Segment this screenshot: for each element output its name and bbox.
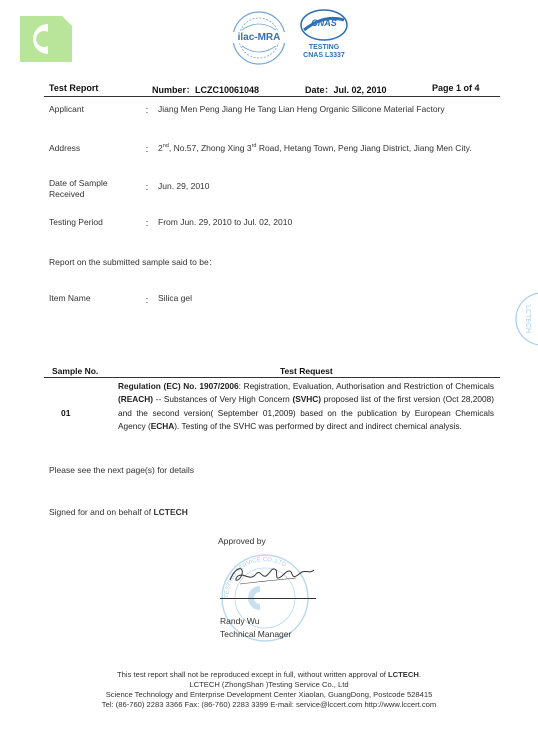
date-sample-colon: ： [145, 182, 154, 192]
req-part-2-bold: (REACH) [118, 394, 154, 405]
test-report-title: Test Report [49, 83, 99, 93]
signature-line [220, 598, 316, 599]
watermark-text: LCTECH [524, 304, 531, 334]
ilac-label: ilac-MRA [228, 32, 290, 43]
testing-period-label: Testing Period [49, 217, 103, 227]
req-part-1-bold: Regulation (EC) No. 1907/2006 [118, 381, 239, 391]
sample-no-value: 01 [61, 408, 71, 418]
test-request-header: Test Request [280, 366, 333, 376]
req-part-2: -- Substances of Very High Concern [153, 394, 293, 405]
address-part-2: , No.57, Zhong Xing 3 [168, 143, 252, 153]
test-request-text [118, 380, 494, 434]
date-sample-label [49, 178, 108, 200]
report-on-text: Report on the submitted sample said to be： [49, 257, 218, 267]
cnas-number: CNAS L3337 [303, 52, 345, 59]
approved-by-label: Approved by [218, 536, 266, 546]
date-sample-label-line1: Date of Sample [49, 178, 108, 188]
lctech-logo [18, 12, 74, 64]
footer-notice-suffix: . [418, 670, 421, 679]
applicant-value: Jiang Men Peng Jiang He Tang Lian Heng Organic Silicone Material Factory [158, 104, 445, 114]
address-label: Address [49, 143, 81, 153]
ilac-mra-logo [228, 8, 290, 68]
req-part-4-bold: ECHA [150, 421, 175, 432]
signed-for [49, 507, 188, 517]
table-divider [44, 377, 500, 378]
signed-company: LCTECH [153, 507, 188, 517]
page-indicator: Page 1 of 4 [432, 83, 480, 93]
report-date: Date：Jul. 02, 2010 [305, 85, 387, 95]
address-colon: ： [145, 144, 154, 154]
item-name-label: Item Name [49, 293, 91, 303]
watermark-icon [512, 288, 538, 350]
stamp-text: TESTING SERVICE CO.,LTD [223, 556, 287, 599]
date-sample-value: Jun. 29, 2010 [158, 181, 210, 191]
footer-contact: Tel: (86-760) 2283 3366 Fax: (86-760) 2283 3399 E-mail: service@lccert.com http://www.lccert.com [101, 700, 437, 709]
footer-address: Science Technology and Enterprise Development Center Xiaolan, GuangDong, Postcode 528415 [105, 690, 433, 699]
testing-period-value: From Jun. 29, 2010 to Jul. 02, 2010 [158, 217, 293, 227]
footer-notice-company: LCTECH [388, 670, 419, 679]
signer-name: Randy Wu [220, 616, 260, 626]
report-number: Number：LCZC10061048 [152, 85, 260, 95]
applicant-colon: ： [145, 105, 154, 115]
footer-notice-prefix: This test report shall not be reproduced except in full, without written approval of [117, 670, 389, 679]
cnas-label: CNAS [311, 18, 337, 28]
testing-period-colon: ： [145, 218, 154, 228]
address-value [158, 143, 472, 153]
footer-notice [0, 670, 538, 681]
address-sup-2: rd [251, 143, 257, 150]
address-part-3: Road, Hetang Town, Peng Jiang District, Jiang Men City. [256, 143, 472, 153]
item-name-value: Silica gel [158, 293, 193, 303]
footer-company: LCTECH (ZhongShan )Testing Service Co., Ltd [189, 680, 349, 689]
see-next-pages: Please see the next page(s) for details [49, 465, 195, 475]
header-divider [44, 96, 500, 97]
signature-icon [226, 560, 318, 590]
req-part-3: proposed list of the first version (Oct 28,2008) and the second version( September 01,2009) based on the publication by European Chemicals Agency ( [118, 394, 494, 432]
cnas-testing: TESTING [308, 44, 340, 51]
address-part-1: 2 [158, 143, 163, 153]
sample-no-header: Sample No. [52, 366, 99, 376]
req-part-1: : Registration, Evaluation, Authorisation and Restriction of Chemicals [238, 381, 494, 391]
signer-title: Technical Manager [220, 629, 292, 639]
address-sup-1: nd [162, 143, 169, 150]
req-part-3-bold: (SVHC) [292, 394, 322, 405]
item-name-colon: ： [145, 295, 154, 305]
cnas-logo [300, 8, 348, 70]
date-sample-label-line2: Received [49, 189, 85, 199]
req-part-4: ). Testing of the SVHC was performed by direct and indirect chemical analysis. [174, 421, 462, 432]
applicant-label: Applicant [49, 104, 84, 114]
signed-prefix: Signed for and on behalf of [49, 507, 154, 517]
